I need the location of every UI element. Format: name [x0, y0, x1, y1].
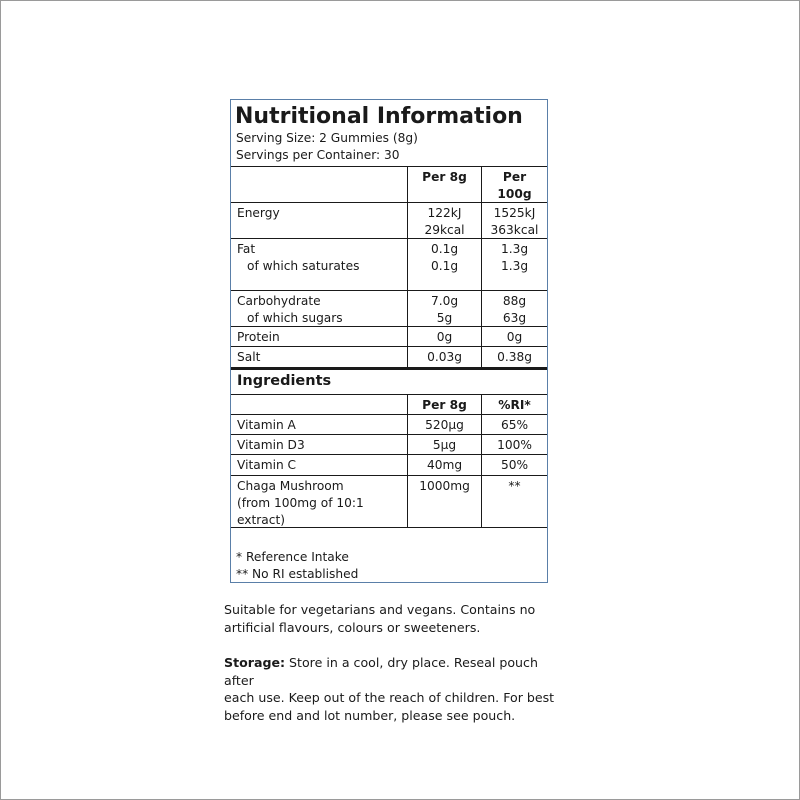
table-row: Chaga Mushroom (from 100mg of 10:1 extract) 1000mg **: [231, 475, 547, 528]
table-row: Salt 0.03g 0.38g: [231, 346, 547, 367]
label-title: Nutritional Information: [235, 104, 523, 129]
table-header-row: [231, 166, 547, 202]
nutrition-label: [230, 99, 548, 583]
nutrition-table: [231, 166, 547, 528]
footnotes: [236, 549, 358, 583]
footnote-ri: * Reference Intake: [236, 550, 349, 564]
storage-label: Storage:: [224, 655, 286, 670]
col-per-serving-header: Per 8g: [407, 167, 481, 202]
table-row: Vitamin D3 5µg 100%: [231, 434, 547, 454]
storage-text: Storage: Store in a cool, dry place. Reseal pouch after each use. Keep out of the reach of children. For best before end and lot number, please see pouch.: [224, 655, 555, 723]
table-row: Vitamin C 40mg 50%: [231, 454, 547, 475]
table-row: Protein 0g 0g: [231, 326, 547, 346]
table-row: Vitamin A 520µg 65%: [231, 414, 547, 434]
ingredients-title: Ingredients: [237, 373, 332, 389]
ingredients-header-row: Per 8g %RI*: [231, 394, 547, 414]
table-row: Fat of which saturates 0.1g 0.1g 1.3g 1.3g: [231, 238, 547, 290]
servings-per-container: Servings per Container: 30: [236, 148, 400, 162]
suitability-text: Suitable for vegetarians and vegans. Contains no artificial flavours, colours or sweeteners.: [224, 602, 536, 635]
footnote-no-ri: ** No RI established: [236, 567, 359, 581]
ingredients-section: [231, 367, 547, 394]
col-per-100g-header: Per 100g: [481, 167, 547, 202]
table-row: Energy 122kJ 29kcal 1525kJ 363kcal: [231, 202, 547, 238]
serving-size: Serving Size: 2 Gummies (8g): [236, 131, 418, 145]
table-row: Carbohydrate of which sugars 7.0g 5g 88g 63g: [231, 290, 547, 326]
